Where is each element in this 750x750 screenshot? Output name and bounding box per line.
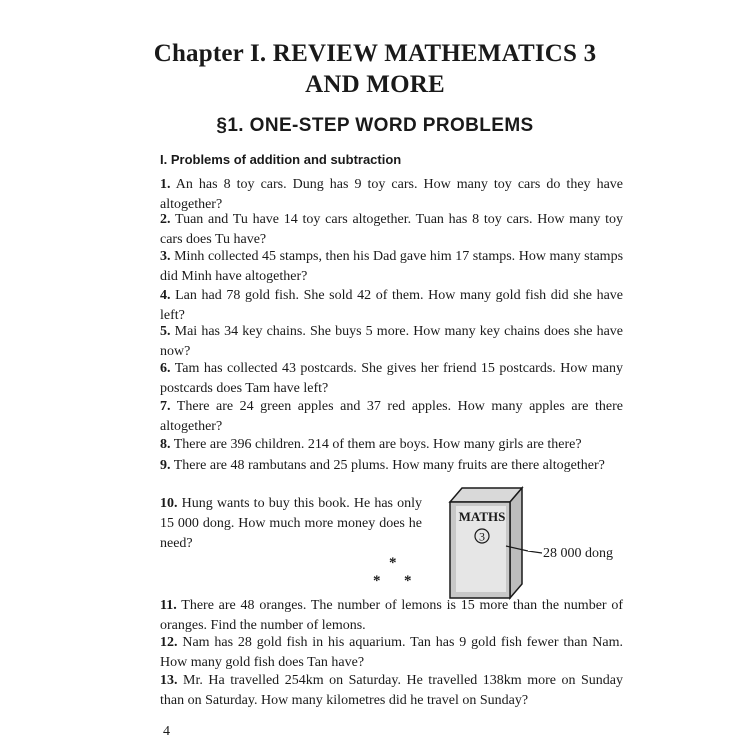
book-title: MATHS xyxy=(458,509,506,524)
problem-item xyxy=(160,175,623,215)
problem-item xyxy=(160,322,623,362)
separator-star: * xyxy=(404,573,412,589)
problem-number: 13. xyxy=(160,673,178,688)
separator-star: * xyxy=(389,555,397,571)
part-heading: I. Problems of addition and subtraction xyxy=(160,152,402,167)
problem-text: Lan had 78 gold fish. She sold 42 of them. How many gold fish did she have left? xyxy=(160,288,624,323)
problem-item xyxy=(160,435,623,455)
problem-text: There are 48 oranges. The number of lemons is 15 more than the number of oranges. Find the number of lemons. xyxy=(160,598,624,633)
problem-number: 2. xyxy=(160,212,171,227)
problem-item xyxy=(160,210,623,250)
problem-item xyxy=(160,596,623,636)
problem-text: Mr. Ha travelled 254km on Saturday. He travelled 138km more on Sunday than on Saturday. How many kilometres did he travel on Sunday? xyxy=(160,673,623,708)
problem-text: Mai has 34 key chains. She buys 5 more. How many key chains does she have now? xyxy=(160,324,624,359)
chapter-title-line-2: AND MORE xyxy=(305,71,445,98)
problem-item xyxy=(160,671,623,711)
problem-number: 10. xyxy=(160,496,178,511)
problem-number: 8. xyxy=(160,437,171,452)
problem-text: Tam has collected 43 postcards. She gives her friend 15 postcards. How many postcards does Tam have left? xyxy=(160,361,624,396)
problem-number: 1. xyxy=(160,177,171,192)
problem-number: 11. xyxy=(160,598,177,613)
problem-number: 4. xyxy=(160,288,171,303)
problem-number: 9. xyxy=(160,458,171,473)
problem-number: 3. xyxy=(160,249,171,264)
chapter-title-line-1: Chapter I. REVIEW MATHEMATICS 3 xyxy=(153,40,597,67)
book-illustration xyxy=(448,486,528,600)
problem-item xyxy=(160,397,623,437)
problem-number: 5. xyxy=(160,324,171,339)
book-price-label: 28 000 dong xyxy=(543,546,613,561)
problem-text: Tuan and Tu have 14 toy cars altogether. Tuan has 8 toy cars. How many toy cars does Tu have? xyxy=(160,212,623,247)
separator-star: * xyxy=(373,573,381,589)
problem-text: Nam has 28 gold fish in his aquarium. Tan has 9 gold fish fewer than Nam. How many gold fish does Tan have? xyxy=(160,635,623,670)
problem-item xyxy=(160,359,623,399)
problem-item xyxy=(160,286,623,326)
page-number: 4 xyxy=(163,724,170,739)
problem-text: There are 48 rambutans and 25 plums. How many fruits are there altogether? xyxy=(173,458,605,473)
problem-number: 7. xyxy=(160,399,171,414)
problem-text: An has 8 toy cars. Dung has 9 toy cars. How many toy cars do they have altogether? xyxy=(160,177,623,212)
section-title: §1. ONE-STEP WORD PROBLEMS xyxy=(216,115,534,136)
problem-number: 6. xyxy=(160,361,171,376)
problem-item xyxy=(160,494,422,554)
problem-number: 12. xyxy=(160,635,178,650)
problem-item xyxy=(160,633,623,673)
problem-text: There are 396 children. 214 of them are boys. How many girls are there? xyxy=(173,437,582,452)
book-spine xyxy=(510,488,522,598)
problem-item xyxy=(160,247,623,287)
book-badge-number: 3 xyxy=(479,529,485,544)
problem-text: Hung wants to buy this book. He has only 15 000 dong. How much more money does he need? xyxy=(160,496,423,551)
problem-item xyxy=(160,456,623,476)
problem-text: There are 24 green apples and 37 red apples. How many apples are there altogether? xyxy=(160,399,623,434)
chapter-title xyxy=(0,38,750,100)
price-pointer-extension xyxy=(528,551,542,555)
problem-text: Minh collected 45 stamps, then his Dad gave him 17 stamps. How many stamps did Minh have altogether? xyxy=(160,249,624,284)
